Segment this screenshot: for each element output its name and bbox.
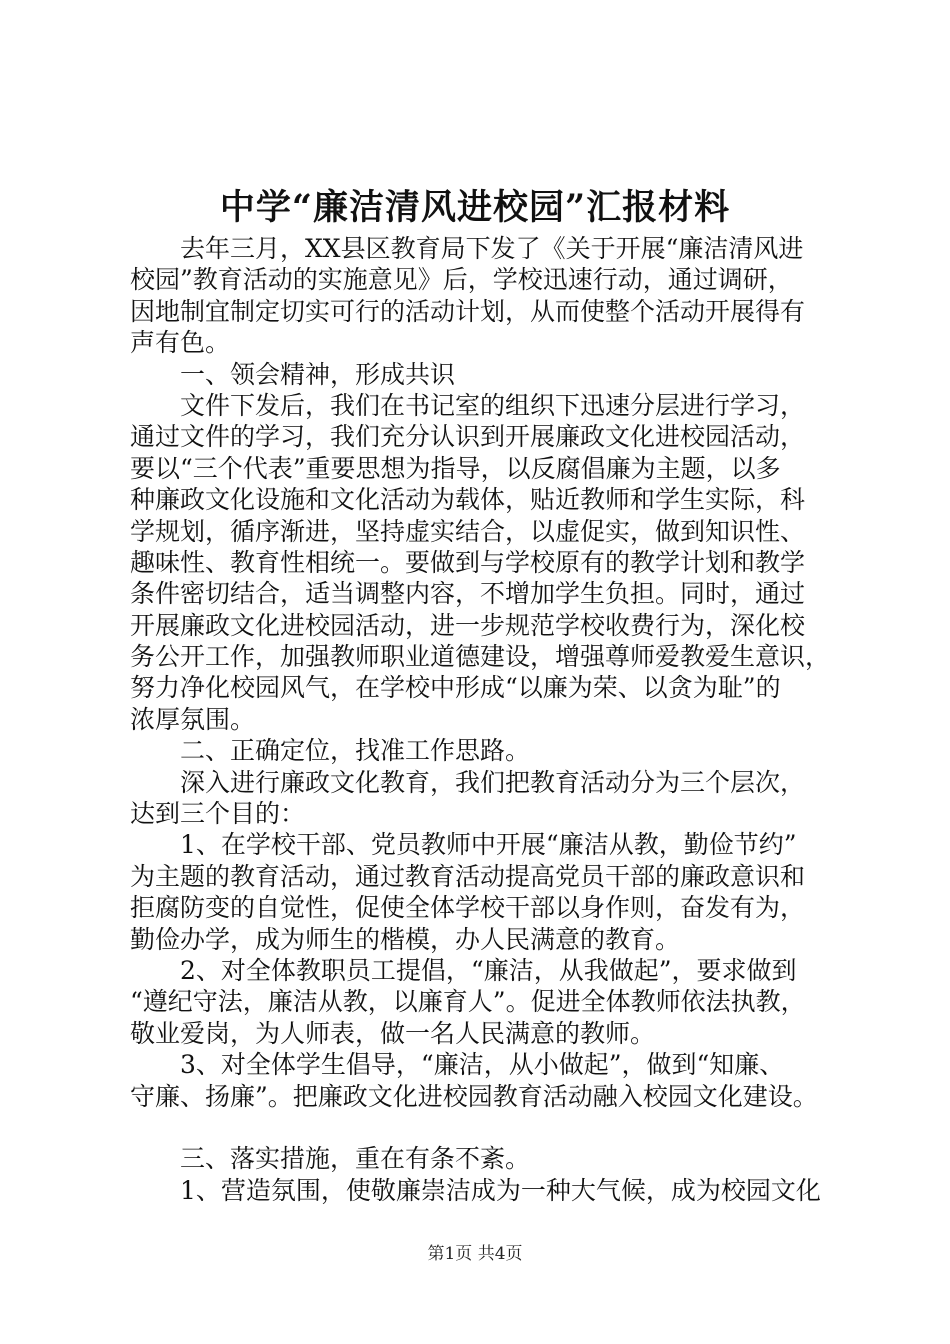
body-line: 一、领会精神，形成共识 — [130, 359, 456, 389]
body-line: 2、对全体教职员工提倡，“廉洁，从我做起”，要求做到 — [130, 955, 797, 985]
body-line: “遵纪守法，廉洁从教，以廉育人”。促进全体教师依法执教， — [130, 987, 806, 1017]
body-line: 学规划，循序渐进，坚持虚实结合，以虚促实，做到知识性、 — [130, 516, 806, 546]
body-line: 达到三个目的： — [130, 799, 306, 829]
body-line: 1、在学校干部、党员教师中开展“廉洁从教，勤俭节约” — [130, 830, 797, 860]
page-footer: 第1页 共4页 — [427, 1244, 523, 1264]
body-line: 通过文件的学习，我们充分认识到开展廉政文化进校园活动， — [130, 422, 806, 452]
body-line: 拒腐防变的自觉性，促使全体学校干部以身作则，奋发有为， — [130, 893, 806, 923]
body-line: 要以“三个代表”重要思想为指导，以反腐倡廉为主题，以多 — [130, 453, 781, 483]
body-line: 种廉政文化设施和文化活动为载体，贴近教师和学生实际，科 — [130, 485, 806, 515]
body-line: 勤俭办学，成为师生的楷模，办人民满意的教育。 — [130, 924, 681, 954]
body-line: 因地制宜制定切实可行的活动计划，从而使整个活动开展得有 — [130, 296, 806, 326]
body-line: 开展廉政文化进校园活动，进一步规范学校收费行为，深化校 — [130, 610, 806, 640]
body-line: 趣味性、教育性相统一。要做到与学校原有的教学计划和教学 — [130, 547, 806, 577]
body-line: 二、正确定位，找准工作思路。 — [130, 736, 531, 766]
body-line: 3、对全体学生倡导，“廉洁，从小做起”，做到“知廉、 — [130, 1050, 785, 1080]
body-line: 努力净化校园风气，在学校中形成“以廉为荣、以贪为耻”的 — [130, 673, 781, 703]
document-body — [130, 233, 840, 1206]
body-line: 务公开工作，加强教师职业道德建设，增强尊师爱教爱生意识， — [130, 642, 831, 672]
body-line: 条件密切结合，适当调整内容，不增加学生负担。同时，通过 — [130, 579, 806, 609]
blank-line — [130, 1112, 840, 1143]
body-line: 文件下发后，我们在书记室的组织下迅速分层进行学习， — [130, 390, 806, 420]
body-line: 声有色。 — [130, 328, 231, 358]
body-line: 三、落实措施，重在有条不紊。 — [130, 1144, 531, 1174]
body-line: 校园”教育活动的实施意见》后，学校迅速行动，通过调研， — [130, 265, 793, 295]
document-title: 中学“廉洁清风进校园”汇报材料 — [219, 187, 731, 228]
body-line: 深入进行廉政文化教育，我们把教育活动分为三个层次， — [130, 767, 806, 797]
body-line: 1、营造氛围，使敬廉崇洁成为一种大气候，成为校园文化 — [130, 1175, 821, 1205]
body-line: 浓厚氛围。 — [130, 704, 256, 734]
body-line: 为主题的教育活动，通过教育活动提高党员干部的廉政意识和 — [130, 861, 806, 891]
body-line: 去年三月，XX县区教育局下发了《关于开展“廉洁清风进 — [130, 234, 804, 263]
body-line: 敬业爱岗，为人师表，做一名人民满意的教师。 — [130, 1018, 656, 1048]
body-line: 守廉、扬廉”。把廉政文化进校园教育活动融入校园文化建设。 — [130, 1081, 818, 1111]
